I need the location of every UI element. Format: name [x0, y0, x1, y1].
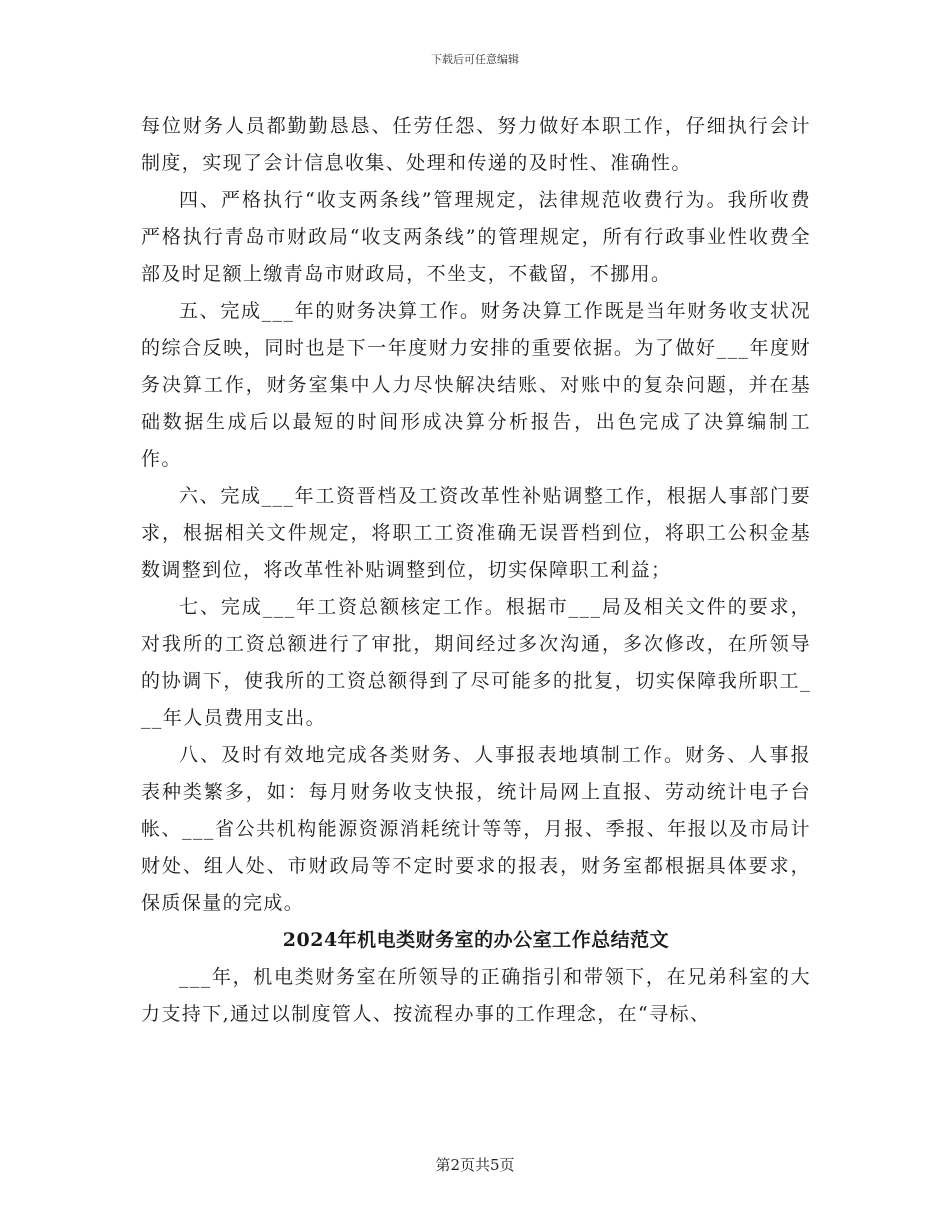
paragraph-continuation: 每位财务人员都勤勤恳恳、任劳任怨、努力做好本职工作，仔细执行会计制度，实现了会计信息收集、处理和传递的及时性、准确性。 — [141, 115, 811, 174]
document-body — [141, 108, 811, 1033]
page-header: 下载后可任意编辑 — [431, 53, 519, 66]
paragraph-item-6: 六、完成___年工资晋档及工资改革性补贴调整工作，根据人事部门要求，根据相关文件规定，将职工工资准确无误晋档到位，将职工公积金基数调整到位，将改革性补贴调整到位，切实保障职工利益； — [141, 485, 811, 581]
page-footer: 第2页共5页 — [435, 1156, 515, 1174]
section-title: 2024年机电类财务室的办公室工作总结范文 — [282, 929, 670, 951]
paragraph-item-7: 七、完成___年工资总额核定工作。根据市___局及相关文件的要求，对我所的工资总额进行了审批，期间经过多次沟通，多次修改，在所领导的协调下，使我所的工资总额得到了尽可能多的批复，切实保障我所职工___年人员费用支出。 — [141, 596, 811, 729]
paragraph-item-4: 四、严格执行“收支两条线”管理规定，法律规范收费行为。我所收费严格执行青岛市财政局“收支两条线”的管理规定，所有行政事业性收费全部及时足额上缴青岛市财政局，不坐支，不截留，不挪用。 — [141, 189, 811, 285]
paragraph-item-5: 五、完成___年的财务决算工作。财务决算工作既是当年财务收支状况的综合反映，同时也是下一年度财力安排的重要依据。为了做好___年度财务决算工作，财务室集中人力尽快解决结账、对账中的复杂问题，并在基础数据生成后以最短的时间形成决算分析报告，出色完成了决算编制工作。 — [141, 300, 811, 470]
paragraph-item-8: 八、及时有效地完成各类财务、人事报表地填制工作。财务、人事报表种类繁多，如：每月财务收支快报，统计局网上直报、劳动统计电子台帐、___省公共机构能源资源消耗统计等等，月报、季报、年报以及市局计财处、组人处、市财政局等不定时要求的报表，财务室都根据具体要求，保质保量的完成。 — [141, 744, 811, 914]
paragraph-intro: ___年，机电类财务室在所领导的正确指引和带领下，在兄弟科室的大力支持下,通过以制度管人、按流程办事的工作理念，在“寻标、 — [141, 966, 811, 1025]
